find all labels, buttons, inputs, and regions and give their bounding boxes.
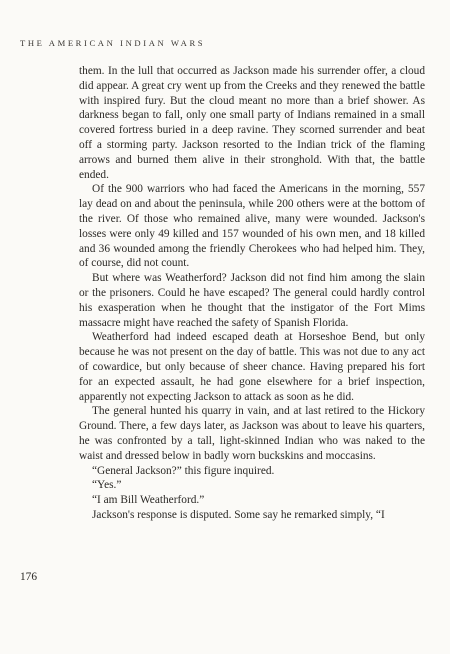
paragraph-5: The general hunted his quarry in vain, and at last retired to the Hickory Ground. There, a few days later, as Jackson was about to leave his quarters, he was confronted by a tall, light-skinned Indian who was naked to the waist and dressed below in badly worn buckskins and moccasins.	[79, 405, 425, 462]
running-head: THE AMERICAN INDIAN WARS	[20, 38, 206, 48]
paragraph-4: Weatherford had indeed escaped death at Horseshoe Bend, but only because he was not present on the day of battle. This was not due to any act of cowardice, but only because of sheer chance. Having prepared his fort for an expected assault, he had gone elsewhere for a brief inspection, apparently not expecting Jackson to attack as soon as he did.	[79, 331, 425, 403]
body-text	[79, 64, 425, 523]
dialogue-line-3: “I am Bill Weatherford.”	[92, 494, 205, 507]
paragraph-1: them. In the lull that occurred as Jackson made his surrender offer, a cloud did appear. A great cry went up from the Creeks and they renewed the battle with inspired fury. But the cloud meant no more than a brief shower. As darkness began to fall, only one small party of Indians remained in a small covered fortress buried in a deep ravine. They scorned surrender and beat off a storming party. Jackson resorted to the Indian trick of the flaming arrows and burned them alive in their stronghold. With that, the battle ended.	[79, 65, 425, 181]
paragraph-3: But where was Weatherford? Jackson did not find him among the slain or the prisoners. Could he have escaped? The general could hardly control his exasperation when he thought that the instigator of the Fort Mims massacre might have reached the safety of Spanish Florida.	[79, 272, 425, 329]
dialogue-line-1: “General Jackson?” this figure inquired.	[92, 464, 275, 477]
paragraph-2: Of the 900 warriors who had faced the Americans in the morning, 557 lay dead on and about the peninsula, while 200 others were at the bottom of the river. Of those who remained alive, many were wounded. Jackson's losses were only 49 killed and 157 wounded of his own men, and 18 killed and 36 wounded among the friendly Cherokees who had helped him. They, of course, did not count.	[79, 183, 425, 270]
page-number: 176	[20, 571, 38, 583]
dialogue-line-2: “Yes.”	[92, 479, 122, 492]
paragraph-final: Jackson's response is disputed. Some say he remarked simply, “I	[92, 508, 385, 521]
